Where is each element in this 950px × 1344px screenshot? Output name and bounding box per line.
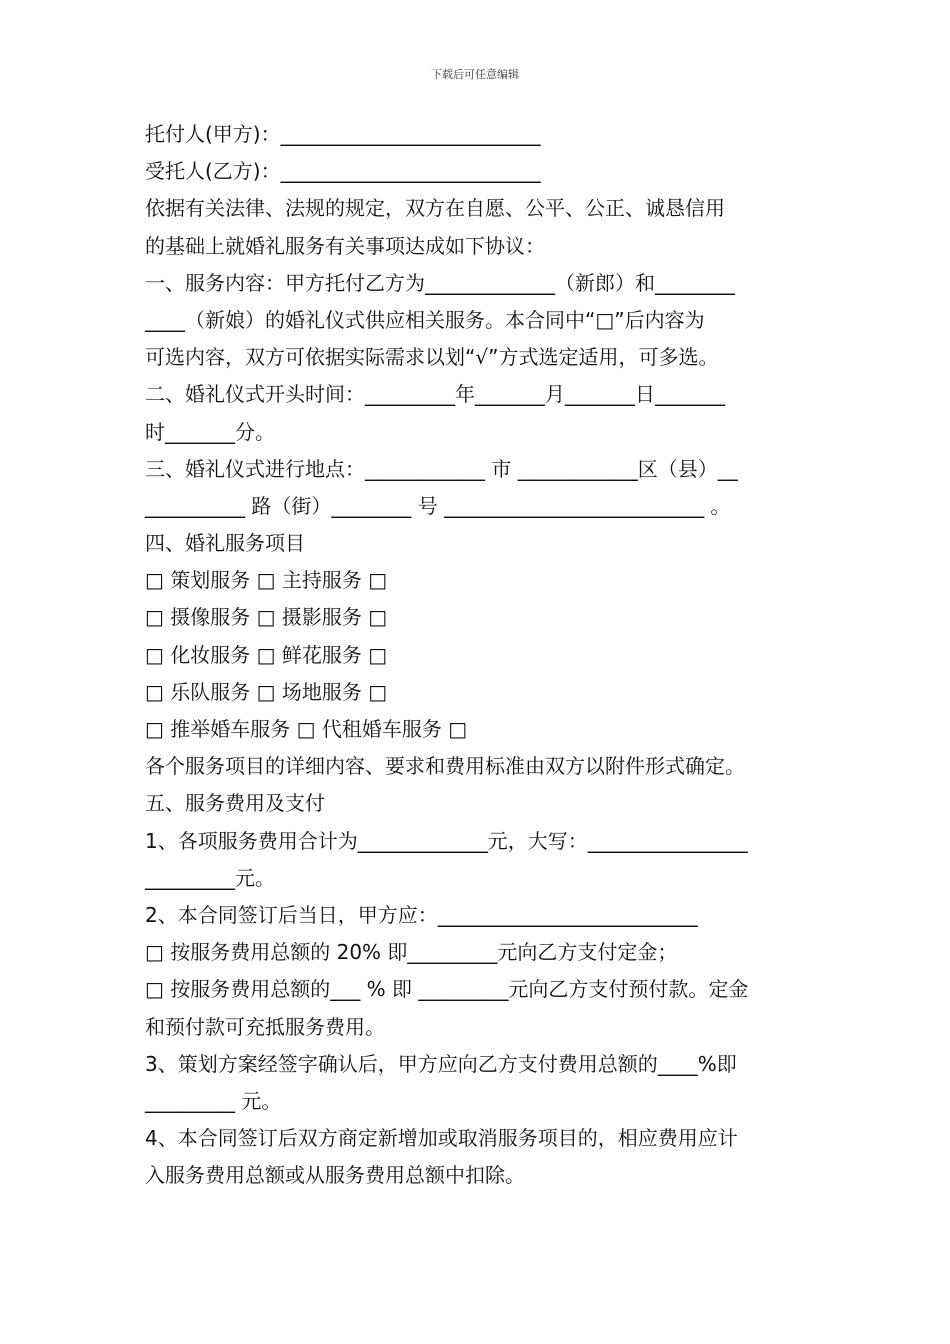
preamble-line-2: 的基础上就婚礼服务有关事项达成如下协议： bbox=[145, 233, 545, 258]
provider-party-line: 受托人(乙方)：__________________________ bbox=[145, 159, 541, 184]
plan-payment-line-1: 3、策划方案经签字确认后，甲方应向乙方支付费用总额的____%即 bbox=[145, 1051, 737, 1076]
plan-payment-line-2: _________ 元。 bbox=[145, 1088, 282, 1113]
ceremony-time-line-2: 时_______分。 bbox=[145, 419, 275, 444]
ceremony-location-line-1: 三、婚礼仪式进行地点：____________ 市 ____________区（县）__ bbox=[145, 456, 738, 481]
service-content-line-2: ____（新娘）的婚礼仪式供应相关服务。本合同中“□”后内容为 bbox=[145, 307, 705, 332]
service-option-row-1: □ 策划服务 □ 主持服务 □ bbox=[145, 568, 388, 593]
prepayment-option-line-2: 和预付款可充抵服务费用。 bbox=[145, 1014, 385, 1039]
payment-on-signing-line: 2、本合同签订后当日，甲方应：__________________________ bbox=[145, 902, 698, 927]
client-party-line: 托付人(甲方)：__________________________ bbox=[145, 122, 541, 146]
fees-heading: 五、服务费用及支付 bbox=[145, 791, 325, 816]
deposit-option-line: □ 按服务费用总额的 20% 即_________元向乙方支付定金； bbox=[145, 940, 678, 965]
fee-adjustment-line-2: 入服务费用总额或从服务费用总额中扣除。 bbox=[145, 1163, 525, 1188]
service-content-line-3: 可选内容，双方可依据实际需求以划“√”方式选定适用，可多选。 bbox=[145, 345, 719, 370]
service-items-heading: 四、婚礼服务项目 bbox=[145, 531, 305, 556]
contract-body bbox=[145, 116, 810, 1194]
service-option-row-5: □ 推举婚车服务 □ 代租婚车服务 □ bbox=[145, 717, 468, 741]
ceremony-location-line-2: __________ 路（街）________ 号 __________________________ 。 bbox=[145, 493, 731, 518]
fees-total-line-1: 1、各项服务费用合计为_____________元，大写：________________ bbox=[145, 828, 748, 853]
ceremony-time-line-1: 二、婚礼仪式开头时间：_________年_______月_______日_______ bbox=[145, 382, 725, 407]
preamble-line-1: 依据有关法律、法规的规定，双方在自愿、公平、公正、诚恳信用 bbox=[145, 196, 725, 221]
page-header-note: 下载后可任意编辑 bbox=[431, 68, 519, 81]
service-option-row-3: □ 化妆服务 □ 鲜花服务 □ bbox=[145, 642, 388, 667]
fees-total-line-2: _________元。 bbox=[145, 865, 275, 890]
service-option-row-4: □ 乐队服务 □ 场地服务 □ bbox=[145, 679, 388, 704]
service-details-note: 各个服务项目的详细内容、要求和费用标准由双方以附件形式确定。 bbox=[145, 754, 745, 779]
service-option-row-2: □ 摄像服务 □ 摄影服务 □ bbox=[145, 605, 388, 630]
fee-adjustment-line-1: 4、本合同签订后双方商定新增加或取消服务项目的，相应费用应计 bbox=[145, 1126, 738, 1151]
prepayment-option-line-1: □ 按服务费用总额的___ % 即 _________元向乙方支付预付款。定金 bbox=[145, 977, 749, 1002]
service-content-line-1: 一、服务内容：甲方托付乙方为_____________（新郎）和________ bbox=[145, 270, 735, 295]
